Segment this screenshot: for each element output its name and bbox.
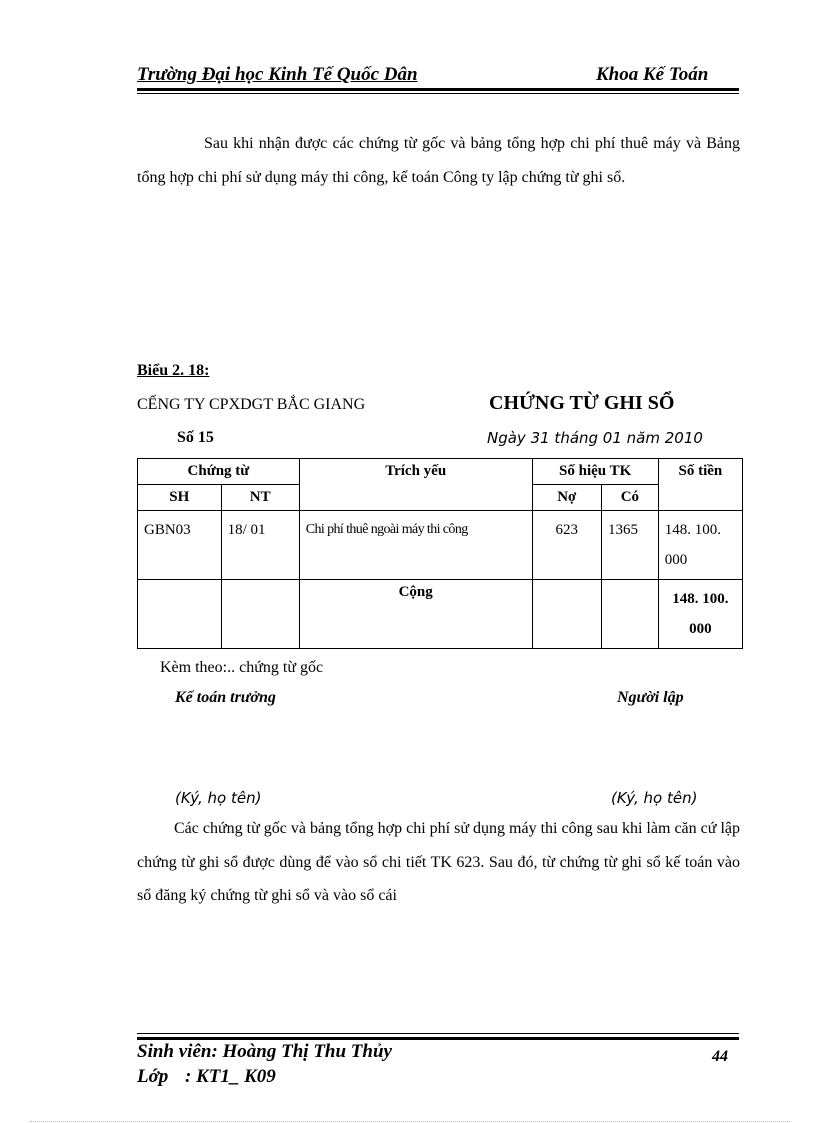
header-faculty: Khoa Kế Toán — [596, 64, 709, 85]
footer-student: Sinh viên: Hoàng Thị Thu Thủy — [137, 1041, 392, 1062]
voucher-table — [137, 458, 743, 649]
closing-paragraph — [137, 812, 740, 913]
table-row — [138, 511, 743, 580]
footer-class-value: : KT1_ K09 — [185, 1066, 276, 1087]
cell-amount: 148. 100. 000 — [658, 511, 742, 580]
cell-total-empty-sh — [138, 580, 222, 649]
intro-text: Sau khi nhận được các chứng từ gốc và bảng tổng hợp chi phí thuê máy và Bảng tổng hợp chi phí sử dụng máy thi công, kế toán Công ty lập chứng từ ghi sổ. — [137, 135, 740, 186]
cell-total-label: Cộng — [299, 580, 532, 649]
footer-rule-thin — [137, 1033, 739, 1034]
header-rule-thick — [137, 88, 739, 91]
page-bottom-border — [30, 1121, 790, 1122]
header-amount: Số tiền — [658, 459, 742, 511]
intro-paragraph — [137, 127, 740, 194]
figure-label: Biểu 2. 18: — [137, 362, 210, 379]
cell-total-amount: 148. 100. 000 — [658, 580, 742, 649]
footer-rule-thick — [137, 1037, 739, 1040]
header-nt: NT — [221, 485, 299, 511]
signer-left-note: (Ký, họ tên) — [175, 789, 262, 807]
header-rule-thin — [137, 93, 739, 94]
footer-class — [137, 1066, 276, 1088]
voucher-date: Ngày 31 tháng 01 năm 2010 — [487, 429, 703, 447]
signer-right-note: (Ký, họ tên) — [611, 789, 698, 807]
header-credit: Có — [601, 485, 658, 511]
footer-class-label: Lớp — [137, 1066, 169, 1087]
cell-total-empty-nt — [221, 580, 299, 649]
cell-sh: GBN03 — [138, 511, 222, 580]
cell-debit: 623 — [532, 511, 601, 580]
header-university: Trường Đại học Kinh Tế Quốc Dân — [137, 64, 418, 85]
signer-chief-accountant: Kế toán trưởng — [175, 689, 276, 706]
cell-nt: 18/ 01 — [221, 511, 299, 580]
signer-preparer: Người lập — [617, 689, 684, 706]
voucher-title: CHỨNG TỪ GHI SỔ — [489, 392, 675, 414]
cell-credit: 1365 — [601, 511, 658, 580]
header-voucher: Chứng từ — [138, 459, 300, 485]
closing-text: Các chứng từ gốc và bảng tổng hợp chi phí sử dụng máy thi công sau khi làm căn cứ lập chứng từ ghi sổ được dùng để vào sổ chi tiết TK 623. Sau đó, từ chứng từ ghi sổ kế toán vào sổ đăng ký chứng từ ghi sổ và vào sổ cái — [137, 820, 740, 904]
table-total-row — [138, 580, 743, 649]
company-name: CẾNG TY CPXDGT BẮC GIANG — [137, 396, 366, 413]
cell-total-empty-credit — [601, 580, 658, 649]
cell-total-empty-debit — [532, 580, 601, 649]
attachment-note: Kèm theo:.. chứng từ gốc — [160, 659, 324, 676]
header-account: Số hiệu TK — [532, 459, 658, 485]
page-number: 44 — [712, 1048, 728, 1065]
table-header-row — [138, 459, 743, 485]
voucher-number: Số 15 — [177, 429, 214, 446]
cell-description: Chi phí thuê ngoài máy thi công — [299, 511, 532, 580]
header-sh: SH — [138, 485, 222, 511]
header-description: Trích yếu — [299, 459, 532, 511]
header-debit: Nợ — [532, 485, 601, 511]
